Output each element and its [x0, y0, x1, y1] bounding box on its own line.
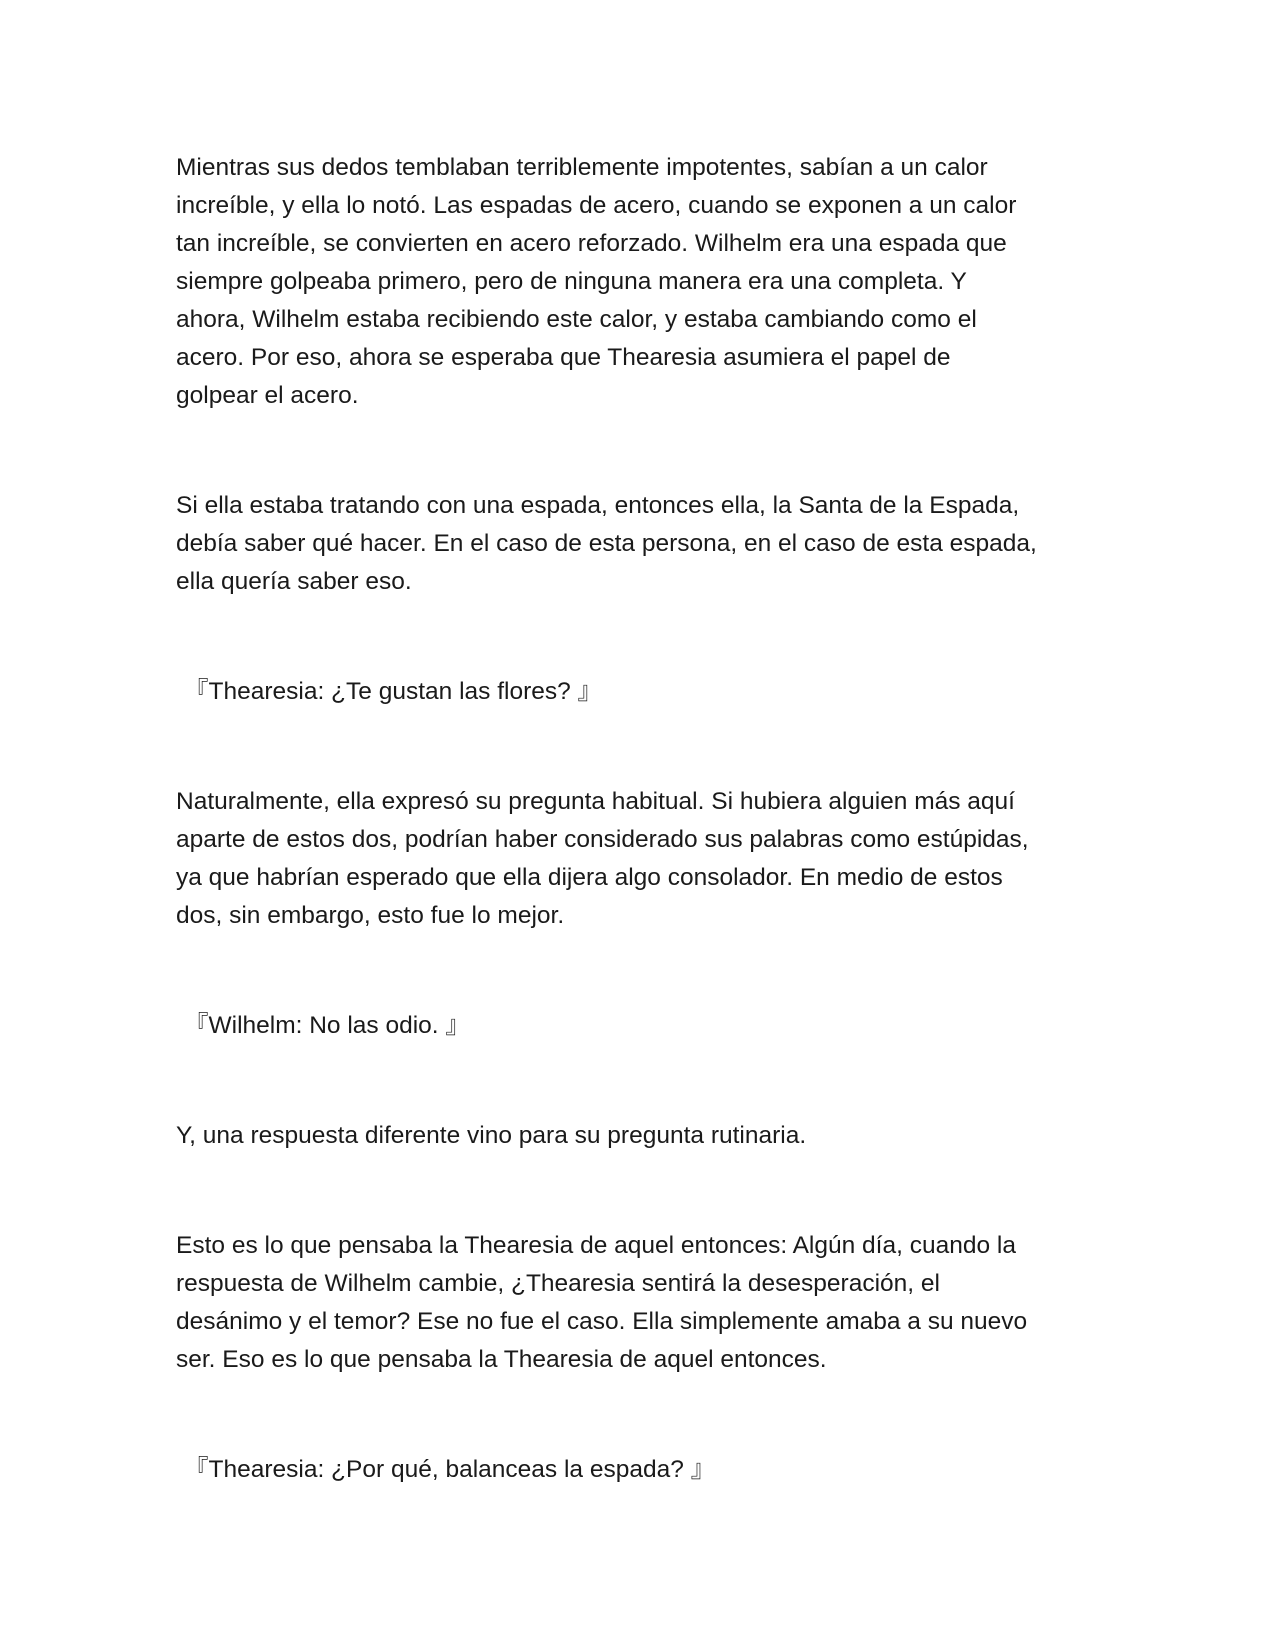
dialogue-line-wilhelm: 『Wilhelm: No las odio. 』	[184, 1012, 470, 1039]
paragraph-line: siempre golpeaba primero, pero de ninguna manera era una completa. Y	[176, 268, 967, 295]
paragraph-line: increíble, y ella lo notó. Las espadas de acero, cuando se exponen a un calor	[176, 192, 1017, 219]
paragraph-line: ya que habrían esperado que ella dijera algo consolador. En medio de estos	[176, 864, 1003, 891]
paragraph-line: aparte de estos dos, podrían haber considerado sus palabras como estúpidas,	[176, 826, 1029, 853]
dialogue-line-thearesia: 『Thearesia: ¿Te gustan las flores? 』	[184, 678, 603, 705]
dialogue-line-thearesia: 『Thearesia: ¿Por qué, balanceas la espada? 』	[184, 1456, 716, 1483]
paragraph-line: Y, una respuesta diferente vino para su pregunta rutinaria.	[176, 1122, 807, 1149]
paragraph-line: Mientras sus dedos temblaban terriblemente impotentes, sabían a un calor	[176, 154, 988, 181]
paragraph-line: dos, sin embargo, esto fue lo mejor.	[176, 902, 565, 929]
paragraph-line: desánimo y el temor? Ese no fue el caso. Ella simplemente amaba a su nuevo	[176, 1308, 1028, 1335]
paragraph-line: golpear el acero.	[176, 382, 359, 409]
paragraph-line: Si ella estaba tratando con una espada, entonces ella, la Santa de la Espada,	[176, 492, 1020, 519]
paragraph-line: ella quería saber eso.	[176, 568, 412, 595]
paragraph-line: ahora, Wilhelm estaba recibiendo este calor, y estaba cambiando como el	[176, 306, 977, 333]
paragraph-line: Esto es lo que pensaba la Thearesia de aquel entonces: Algún día, cuando la	[176, 1232, 1016, 1259]
paragraph-line: ser. Eso es lo que pensaba la Thearesia de aquel entonces.	[176, 1346, 827, 1373]
paragraph-line: respuesta de Wilhelm cambie, ¿Thearesia sentirá la desesperación, el	[176, 1270, 940, 1297]
paragraph-line: tan increíble, se convierten en acero reforzado. Wilhelm era una espada que	[176, 230, 1007, 257]
paragraph-line: Naturalmente, ella expresó su pregunta habitual. Si hubiera alguien más aquí	[176, 788, 1015, 815]
paragraph-line: acero. Por eso, ahora se esperaba que Thearesia asumiera el papel de	[176, 344, 951, 371]
paragraph-line: debía saber qué hacer. En el caso de esta persona, en el caso de esta espada,	[176, 530, 1037, 557]
